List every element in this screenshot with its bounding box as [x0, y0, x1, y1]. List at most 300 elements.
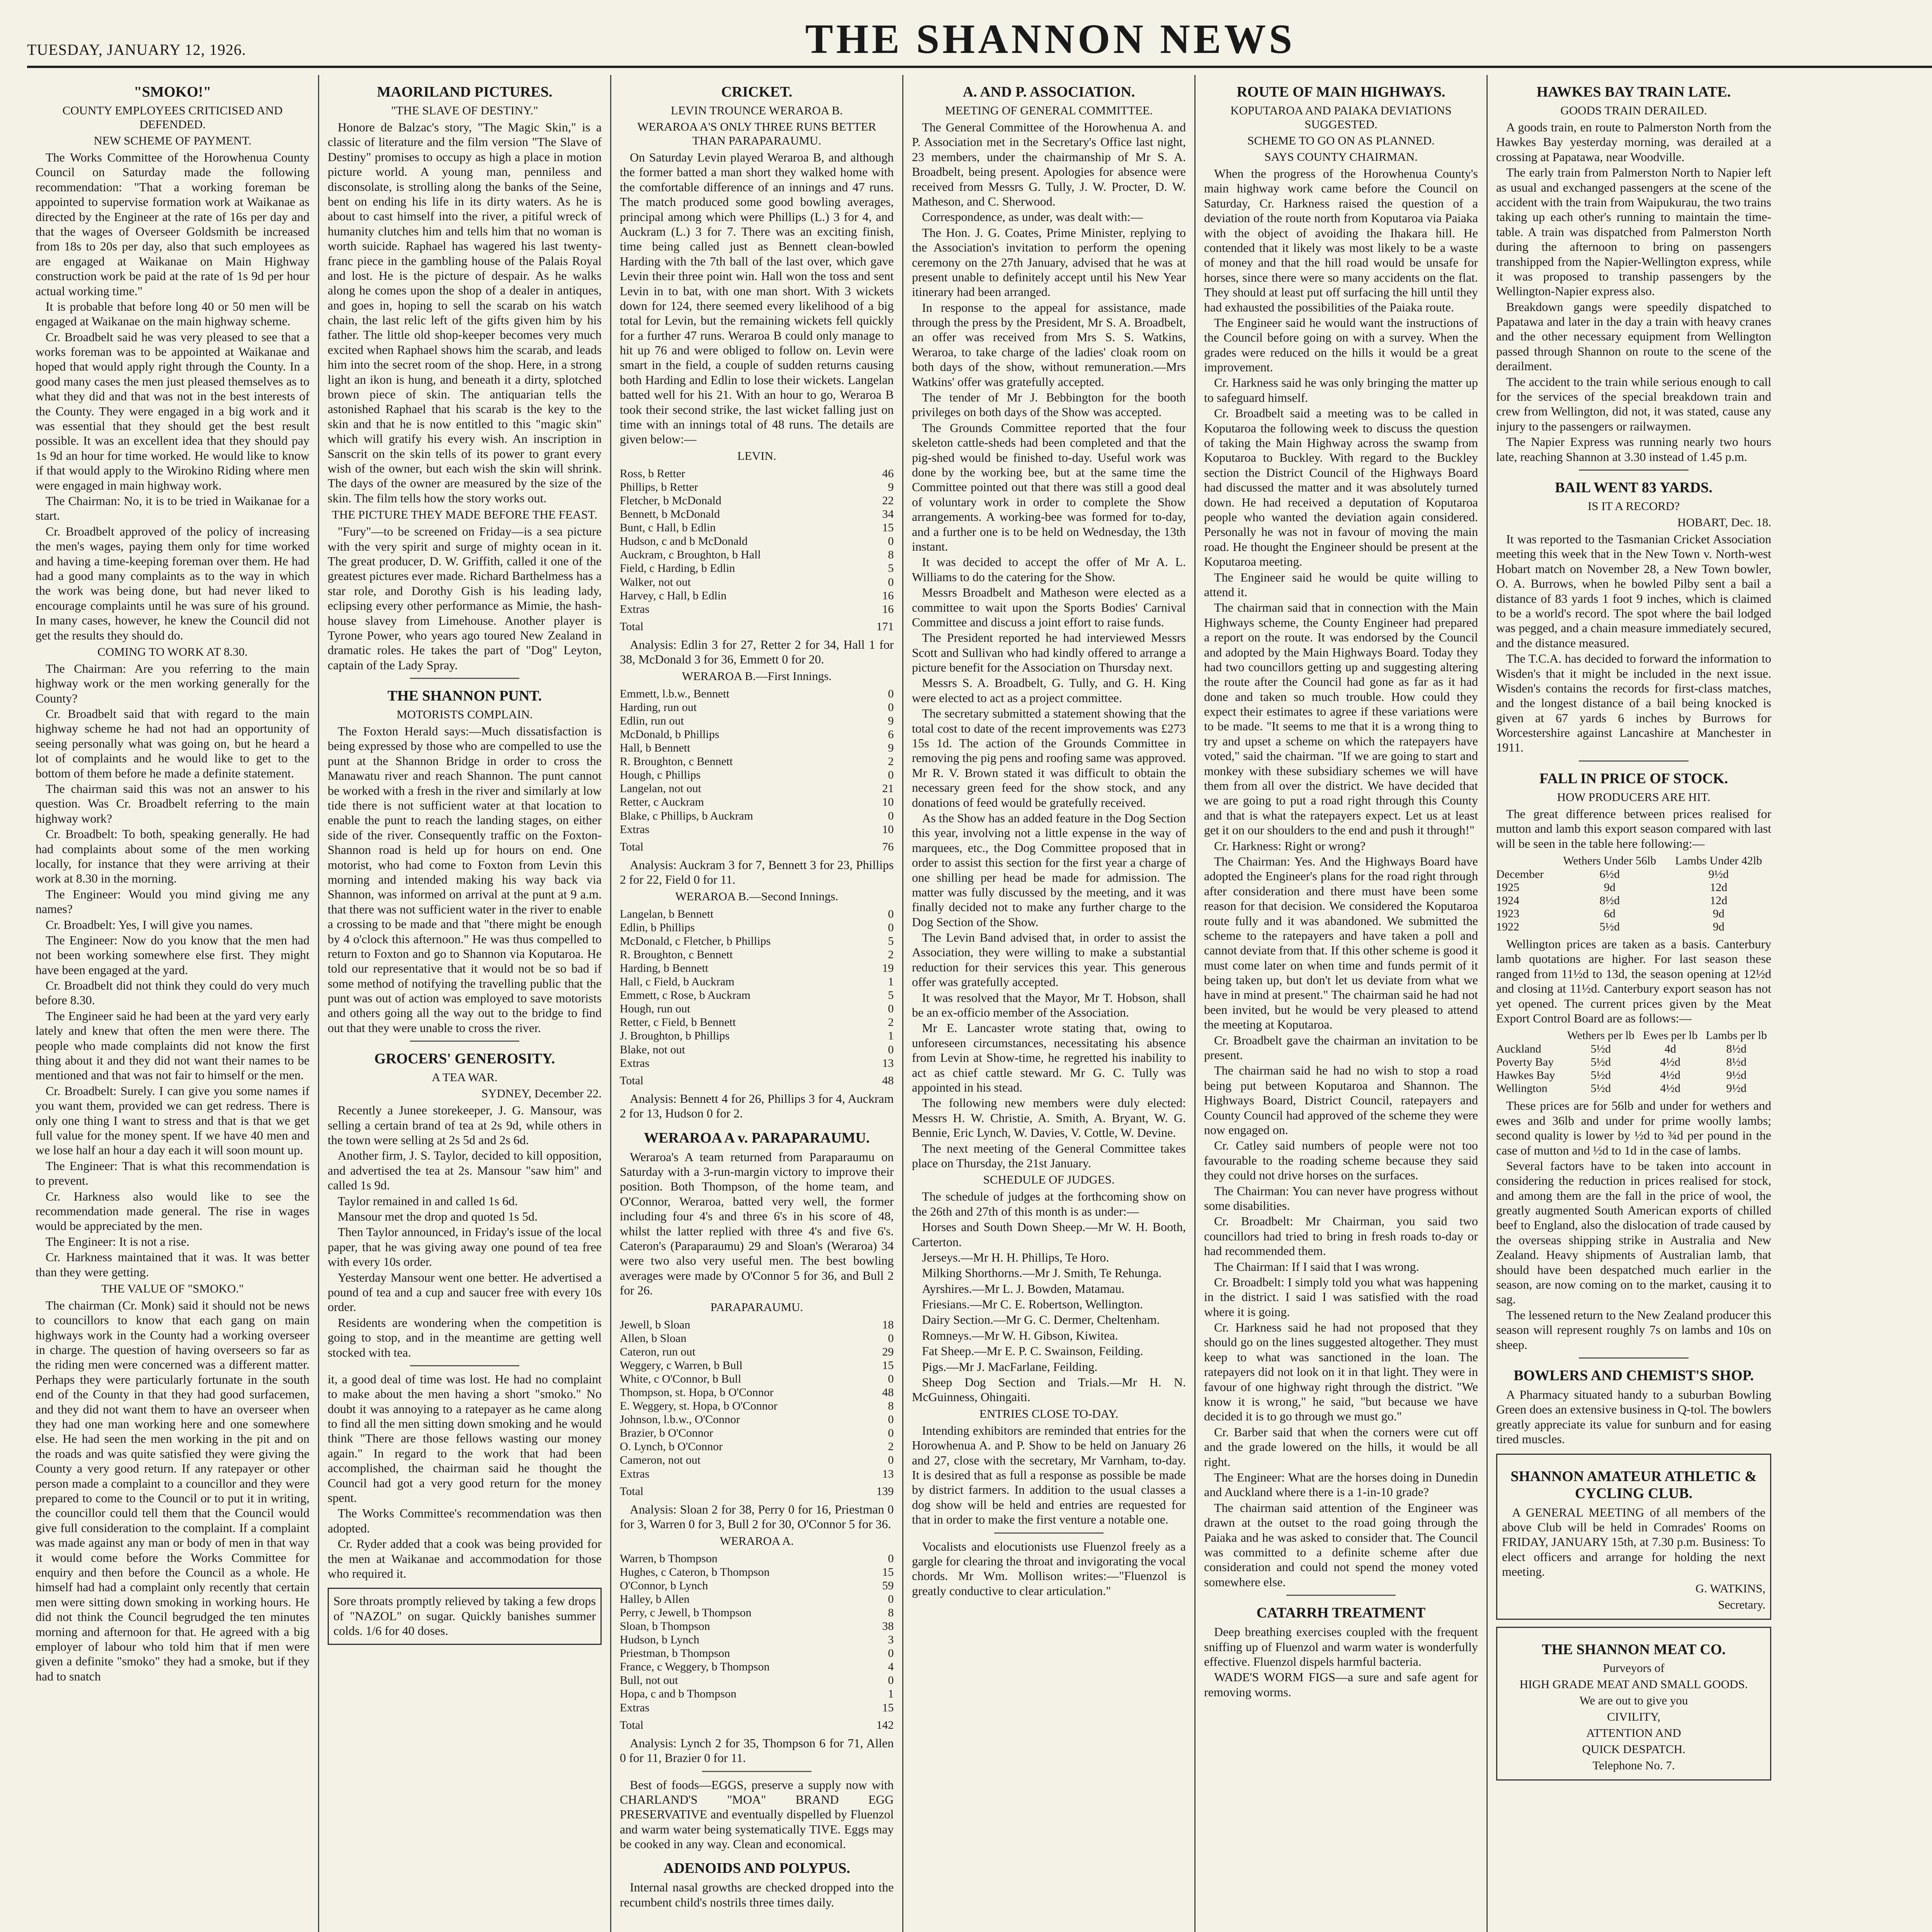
scorecard-total — [620, 840, 894, 854]
runs: 4 — [888, 1660, 894, 1673]
scorecard-row — [620, 687, 894, 701]
runs: 8 — [888, 1400, 894, 1413]
article-subheading: ENTRIES CLOSE TO-DAY. — [979, 1406, 1119, 1420]
batsman: Warren, b Thompson — [620, 1552, 718, 1565]
paragraph: Cr. Broadbelt said a meeting was to be called in Koputaroa the following week to discuss the question of taking the Main Highway across the swamp from Koputaroa to Buckley. With regard to the Buckley section the District Council of the Highways Board had discussed the matter and it was absolutely turned down. He had received a deputation of Koputaroa people who wanted the deviation again considered. Personally he was not in favour of moving the main road. He thought the Engineer should be present at the Koputaroa meeting. — [1204, 406, 1478, 569]
list-item: Dairy Section.—Mr G. C. Dermer, Cheltenham. — [922, 1313, 1160, 1327]
batsman: Jewell, b Sloan — [620, 1318, 690, 1331]
article-subheading: THE PICTURE THEY MADE BEFORE THE FEAST. — [332, 508, 597, 522]
table-row — [1496, 920, 1771, 934]
paragraph: Cr. Broadbelt did not think they could do very much before 8.30. — [36, 978, 310, 1007]
total-label: Total — [620, 840, 644, 853]
table-cell: 5½d — [1590, 1043, 1611, 1056]
runs: 15 — [882, 1565, 894, 1578]
scorecard-row — [620, 1592, 894, 1606]
paragraph: The Grounds Committee reported that the four skeleton cattle-sheds had been completed and that the pig-shed would be finished to-day. Useful work was done by the working bee, but at the same time the Committee pointed out that there was still a good deal of voluntary work in order to complete the Show arrangements. A working-bee was formed for to-day, and a further one is to be held on Wednesday, the 13th instant. — [912, 420, 1186, 553]
scorecard-row — [620, 809, 894, 823]
table-cell: Auckland — [1496, 1043, 1541, 1056]
judges-list — [912, 1219, 1186, 1405]
scorecard-total — [620, 1718, 894, 1732]
batsman: Hudson, c and b McDonald — [620, 535, 748, 548]
paragraph: The Chairman: No, it is to be tried in Waikanae for a start. — [36, 493, 310, 523]
runs: 16 — [882, 602, 894, 616]
batsman: O'Connor, b Lynch — [620, 1579, 708, 1592]
scorecard-row — [620, 1660, 894, 1673]
article-subheading: SAYS COUNTY CHAIRMAN. — [1264, 150, 1418, 163]
scorecard-paraparaumu — [620, 1318, 894, 1481]
meat-co-line: QUICK DESPATCH. — [1582, 1742, 1685, 1756]
total-runs: 171 — [876, 620, 894, 633]
scorecard-row — [620, 1633, 894, 1646]
total-runs: 139 — [876, 1485, 894, 1498]
club-signatory: G. WATKINS, — [1695, 1581, 1765, 1595]
paragraph: The General Committee of the Horowhenua A. and P. Association met in the Secretary's Office last night, 23 members, under the chairmanship of Mr S. A. Broadbelt, being present. Apologies for absence were received from Messrs G. Tully, J. W. Procter, D. W. Matheson, and C. Sherwood. — [912, 120, 1186, 208]
batsman: Retter, c Field, b Bennett — [620, 1016, 736, 1029]
runs: 10 — [882, 796, 894, 809]
paragraph: "Fury"—to be screened on Friday—is a sea picture with the very spirit and surge of mighty ocean in it. The great producer, D. W. Griffith, called it one of the greatest pictures ever made. Richard Barthelmess has a star role, and Dorothy Gish is his leading lady, eclipsing every other performance as Mimie, the hash-house slavey from Limehouse. Another player is Tyrone Power, who years ago toured New Zealand in dramatic roles. He takes the part of "Dog" Leyton, captain of the Lady Spray. — [328, 524, 602, 672]
paragraph: Messrs Broadbelt and Matheson were elected as a committee to wait upon the Sports Bodies' Carnival Committee and discuss a joint effort to raise funds. — [912, 585, 1186, 629]
paragraph: The Engineer: What are the horses doing in Dunedin and Auckland where there is a 1-in-10 grade? — [1204, 1470, 1478, 1499]
table-cell: 4½d — [1660, 1069, 1680, 1082]
divider — [410, 1041, 520, 1042]
article-subheading: "THE SLAVE OF DESTINY." — [391, 104, 538, 117]
paragraph: The Engineer said he would want the instructions of the Council before going on with a survey. When the grades were reduced on the hills it would be a great improvement. — [1204, 315, 1478, 374]
article-subheading: COUNTY EMPLOYEES CRITICISED AND DEFENDED. — [62, 104, 283, 131]
masthead — [27, 15, 1932, 68]
scorecard-row — [620, 741, 894, 755]
paragraph: Cr. Harkness: Right or wrong? — [1214, 838, 1366, 853]
table-cell: 8½d — [1726, 1056, 1747, 1069]
scorecard-row — [620, 467, 894, 480]
paragraph: The next meeting of the General Committee takes place on Thursday, the 21st January. — [912, 1141, 1186, 1170]
runs: 5 — [888, 934, 894, 947]
runs: 46 — [882, 467, 894, 480]
article-subheading: SCHEME TO GO ON AS PLANNED. — [1247, 134, 1435, 147]
scorecard-weraroa-b-first — [620, 687, 894, 836]
paragraph: It is probable that before long 40 or 50 men will be engaged at Waikanae on the main highway scheme. — [36, 299, 310, 328]
paragraph: The Levin Band advised that, in order to assist the Association, they were willing to make a substantial reduction for their services this year. This generous offer was gratefully accepted. — [912, 930, 1186, 989]
column-5 — [1196, 75, 1488, 1932]
bowling-analysis: Analysis: Sloan 2 for 38, Perry 0 for 16, Priestman 0 for 3, Warren 0 for 3, Bull 2 for 30, O'Connor 5 for 36. — [620, 1502, 894, 1531]
bowling-analysis: Analysis: Lynch 2 for 35, Thompson 6 for 71, Allen 0 for 11, Brazier 0 for 11. — [620, 1736, 894, 1765]
article-heading: HAWKES BAY TRAIN LATE. — [1536, 84, 1731, 100]
meat-co-advertisement — [1496, 1627, 1771, 1781]
advertisement-text: Vocalists and elocutionists use Fluenzol freely as a gargle for clearing the throat and invigorating the vocal chords. Mr Wm. Mollison writes:—"Fluenzol is greatly conductive to clear articulation." — [912, 1539, 1186, 1598]
club-notice — [1496, 1454, 1771, 1620]
scorecard-row — [620, 1619, 894, 1633]
scorecard-row — [620, 1015, 894, 1029]
scorecard-row — [620, 934, 894, 948]
runs: 0 — [888, 1332, 894, 1345]
scorecard-row — [620, 1413, 894, 1426]
table-cell: 4d — [1664, 1043, 1676, 1056]
paragraph: The Napier Express was running nearly two hours late, reaching Shannon at 3.30 instead of 1.45 p.m. — [1496, 435, 1771, 464]
paragraph: Cr. Ryder added that a cook was being provided for the men at Waikanae and accommodation for those who required it. — [328, 1537, 602, 1580]
paragraph: When the progress of the Horowhenua County's main highway work came before the Council on Saturday, Cr. Harkness raised the question of a deviation of the route north from Koputaroa via Paiaka with the object of avoiding the Ihakara hill. He contended that it likely was most likely to be a waste of money and that the hill road would be unsafe for horses, since there were so many accidents on the flat. They should at least put off surfacing the hill until they had exhausted the possibilities of the Paiaka route. — [1204, 167, 1478, 314]
runs: 0 — [888, 1427, 894, 1440]
article-heading: BOWLERS AND CHEMIST'S SHOP. — [1514, 1367, 1754, 1384]
scorecard-row — [620, 1552, 894, 1565]
paragraph: The Chairman: If I said that I was wrong. — [1214, 1259, 1419, 1274]
paragraph: Cr. Harkness said he had not proposed that they should go on the lines suggested altogether. They must keep to what was sanctioned in the loan. The ratepayers did not look on it in that light. They were in favour of one highway right through the district. "We know it is wrong," he said, "but because we have decided it is to go through we must go." — [1204, 1320, 1478, 1423]
runs: 5 — [888, 989, 894, 1002]
batsman: Brazier, b O'Connor — [620, 1427, 713, 1440]
column-1 — [27, 75, 319, 1932]
paragraph: Then Taylor announced, in Friday's issue of the local paper, that he was giving away one pound of tea free with every 10s order. — [328, 1225, 602, 1269]
paragraph: Cr. Broadbelt said that with regard to the main highway scheme he had not had an opportunity of seeing personally what was going on, but he heard a lot of complaints and he would like to get to the bottom of them before he made a definite statement. — [36, 707, 310, 780]
scorecard-row — [620, 988, 894, 1002]
scorecard-row — [620, 1332, 894, 1345]
scorecard-row — [620, 548, 894, 561]
runs: 29 — [882, 1345, 894, 1358]
meat-co-line: CIVILITY, — [1607, 1709, 1661, 1723]
table-cell: 1924 — [1496, 894, 1519, 907]
article-subheading: KOPUTAROA AND PAIAKA DEVIATIONS SUGGESTED. — [1230, 104, 1452, 131]
paragraph: A goods train, en route to Palmerston North from the Hawkes Bay yesterday morning, was derailed at a crossing at Papatawa, near Woodville. — [1496, 120, 1771, 164]
runs: 5 — [888, 562, 894, 575]
runs: 8 — [888, 548, 894, 561]
total-label: Total — [620, 1074, 644, 1087]
scorecard-row — [620, 575, 894, 589]
batsman: J. Broughton, b Phillips — [620, 1029, 730, 1043]
table-cell: Wellington — [1496, 1082, 1548, 1095]
article-subheading: COMING TO WORK AT 8.30. — [97, 645, 248, 658]
batsman: Extras — [620, 1701, 650, 1714]
batsman: Extras — [620, 602, 650, 616]
runs: 9 — [888, 714, 894, 727]
paragraph: Cr. Broadbelt: Mr Chairman, you said two councillors had tried to bring in fresh roads to-day or had recommended them. — [1204, 1214, 1478, 1258]
paragraph: The chairman said that in connection with the Main Highways scheme, the County Engineer had prepared a report on the route. It was endorsed by the Council and adopted by the Main Highways Board. Today they had two councillors getting up and suggesting altering the route after the Council had gone as far as it had done and taken so much trouble. How could they expect their estimates to agree if these variations were to be made. "It seems to me that it is a wrong thing to try and upset a scheme on which the ratepayers have voted," said the chairman. "If we are going to start and monkey with these subsidiary schemes we will have them from all over the district. We have decided that we are going to put a road right through this County and that is what the ratepayers expect. Let us at least get it on our shoulders to the end and push it through!" — [1204, 600, 1478, 837]
batsman: Thompson, st. Hopa, b O'Connor — [620, 1386, 774, 1399]
table-cell: 12d — [1710, 894, 1728, 907]
table-row — [1496, 868, 1771, 881]
batsman: Bull, not out — [620, 1674, 678, 1687]
price-table-export — [1496, 854, 1771, 934]
runs: 59 — [882, 1579, 894, 1592]
batsman: Ross, b Retter — [620, 467, 685, 480]
batsman: Extras — [620, 823, 650, 836]
paragraph: Mansour met the drop and quoted 1s 5d. — [338, 1209, 538, 1223]
scorecard-total — [620, 620, 894, 633]
scorecard-row — [620, 795, 894, 809]
article-heading: FALL IN PRICE OF STOCK. — [1539, 770, 1728, 787]
paragraph: The Chairman: Are you referring to the main highway work or the men working generally for the County? — [36, 661, 310, 705]
paragraph: Wellington prices are taken as a basis. Canterbury lamb quotations are higher. For last season these ranged from 11½d to 13d, the season opening at 12½d and closing at 11½d. Canterbury export season has not yet opened. The current prices given by the Meat Export Control Board are as follows:— — [1496, 937, 1771, 1025]
batsman: Bunt, c Hall, b Edlin — [620, 521, 716, 534]
scorecard-row — [620, 714, 894, 728]
paragraph: The Chairman: Yes. And the Highways Board have adopted the Engineer's plans for the road right through after consideration and there must have been some reason for that decision. We considered the Koputaroa route fully and it was abandoned. We submitted the scheme to the ratepayers and have taken a poll and cannot deviate from that. If this other scheme is good it must come later on when time and funds permit of it being taken up, but don't let us deviate from what we have in mind at present." The chairman said he had not been invited, but he would be very pleased to attend the meeting at Koputaroa. — [1204, 854, 1478, 1032]
scorecard-row — [620, 1701, 894, 1714]
runs: 0 — [888, 575, 894, 588]
batsman: Bennett, b McDonald — [620, 508, 720, 521]
paragraph: Taylor remained in and called 1s 6d. — [338, 1194, 518, 1208]
paragraph: The schedule of judges at the forthcoming show on the 26th and 27th of this month is as under:— — [912, 1189, 1186, 1218]
table-cell: 12d — [1710, 881, 1728, 894]
table-cell: 4½d — [1660, 1082, 1680, 1095]
paragraph: Cr. Broadbelt: To both, speaking generally. He had had complaints about some of the men working locally, for instance that they were arriving at their work at 8.30 in the morning. — [36, 827, 310, 886]
paragraph: The great difference between prices realised for mutton and lamb this export season compared with last will be seen in the table here following:— — [1496, 806, 1771, 850]
scorecard-row — [620, 948, 894, 961]
scorecard-row — [620, 1440, 894, 1453]
list-item: Friesians.—Mr C. E. Robertson, Wellington. — [922, 1297, 1143, 1311]
runs: 15 — [882, 1701, 894, 1714]
paragraph: The Engineer said he would be quite willing to attend it. — [1204, 570, 1478, 599]
paragraph: Cr. Barber said that when the corners were cut off and the grade lowered on the hills, it would be all right. — [1204, 1425, 1478, 1469]
batsman: Cateron, run out — [620, 1345, 696, 1358]
column-3 — [611, 75, 903, 1932]
batsman: Edlin, b Phillips — [620, 921, 695, 934]
paragraph: Cr. Harkness said he was only bringing the matter up to safeguard himself. — [1204, 376, 1478, 405]
scorecard-row — [620, 1002, 894, 1015]
table-row — [1496, 1043, 1771, 1056]
scorecard-row — [620, 782, 894, 795]
list-item: Horses and South Down Sheep.—Mr W. H. Booth, Carterton. — [912, 1220, 1186, 1249]
table-cell: 9½d — [1726, 1082, 1747, 1095]
divider — [702, 1771, 812, 1772]
paragraph: On Saturday Levin played Weraroa B, and although the former batted a man short they walked home with the comfortable difference of an innings and 47 runs. The match produced some good bowling averages, principal among which were Phillips (L.) 3 for 4, and Auckram (L.) 3 for 7. There was an exciting finish, time being called just as Bennett clean-bowled Harding with the 7th ball of the last over, which gave Levin their three point win. Hall won the toss and sent Levin in to bat, with one man short. With 3 wickets down for 124, there seemed every likelihood of a big total for Levin, but the remaining wickets fell quickly for a further 47 runs. Weraroa B could only manage to hit up 76 and were obliged to follow on. Levin were smart in the field, a couple of sudden returns causing both Harding and Edlin to lose their wickets. Langelan batted well for his 21. With an hour to go, Weraroa B took their second strike, the last wicket falling just on time with an innings total of 48 runs. The details are given below:— — [620, 150, 894, 446]
article-subheading: MEETING OF GENERAL COMMITTEE. — [945, 104, 1153, 117]
runs: 10 — [882, 823, 894, 836]
scorecard-team: WERAROA B.—First Innings. — [682, 669, 832, 683]
batsman: E. Weggery, st. Hopa, b O'Connor — [620, 1400, 777, 1413]
scorecard-row — [620, 823, 894, 836]
meat-co-line: We are out to give you — [1579, 1693, 1688, 1707]
table-row — [1496, 1056, 1771, 1069]
scorecard-row — [620, 755, 894, 768]
scorecard-row — [620, 975, 894, 988]
article-subheading: SCHEDULE OF JUDGES. — [983, 1173, 1115, 1187]
scorecard-row — [620, 561, 894, 575]
scorecard-row — [620, 768, 894, 782]
meat-co-line: ATTENTION AND — [1586, 1726, 1681, 1740]
column-header: Lambs Under 42lb — [1675, 854, 1762, 867]
runs: 0 — [888, 1413, 894, 1426]
list-item: Fat Sheep.—Mr E. P. C. Swainson, Feilding. — [922, 1344, 1143, 1358]
paragraph: Internal nasal growths are checked dropped into the recumbent child's nostrils three times daily. — [620, 1880, 894, 1909]
scorecard-row — [620, 1687, 894, 1701]
scorecard-weraroa-a — [620, 1552, 894, 1714]
batsman: Langelan, b Bennett — [620, 907, 714, 920]
column-4 — [903, 75, 1196, 1932]
article-heading: BAIL WENT 83 YARDS. — [1555, 479, 1713, 496]
paragraph: Weraroa's A team returned from Paraparaumu on Saturday with a 3-run-margin victory to improve their position. Both Thompson, of the home team, and O'Connor, Weraroa, batted very well, the former including four 4's and three 6's in his score of 48, whilst the latter replied with three 4's and five 6's. Cateron's (Paraparaumu) 29 and Sloan's (Weraroa) 34 were two also very useful men. The best bowling averages were made by O'Connor 5 for 36, and Bull 2 for 26. — [620, 1150, 894, 1298]
bowling-analysis: Analysis: Bennett 4 for 26, Phillips 3 for 4, Auckram 2 for 13, Hudson 0 for 2. — [620, 1091, 894, 1121]
paragraph: The Engineer: It is not a rise. — [46, 1234, 190, 1248]
article-subheading: A TEA WAR. — [432, 1070, 498, 1084]
paragraph: Cr. Broadbelt: I simply told you what was happening in the district. I said I was satisfied with the road where it is going. — [1204, 1275, 1478, 1319]
runs: 13 — [882, 1056, 894, 1070]
paragraph: The early train from Palmerston North to Napier left as usual and exchanged passengers at the scene of the accident with the train from Waipukurau, the two trains taking up each other's running to maintain the time-table. A train was dispatched from Palmerston North during the afternoon to bring on passengers transhipped from the Napier-Wellington express, while it was proposed to tranship passengers by the Wellington-Napier express also. — [1496, 165, 1771, 298]
scorecard-row — [620, 921, 894, 934]
paragraph: It was decided to accept the offer of Mr A. L. Williams to do the catering for the Show. — [912, 555, 1186, 584]
runs: 8 — [888, 1606, 894, 1619]
paragraph: The chairman said attention of the Engineer was drawn at the outset to the road going through the Paiaka and he was asked to consider that. The Council was committed to a definite scheme after due consideration and could not spend the money voted somewhere else. — [1204, 1500, 1478, 1589]
column-header: Lambs per lb — [1706, 1029, 1767, 1042]
club-notice-body: A GENERAL MEETING of all members of the above Club will be held in Comrades' Rooms on FRIDAY, JANUARY 15th, at 7.30 p.m. Business: To elect officers and arrange for holding the next meeting. — [1502, 1505, 1765, 1579]
runs: 1 — [888, 1029, 894, 1043]
scorecard-row — [620, 1359, 894, 1372]
scorecard-team: LEVIN. — [737, 449, 776, 463]
scorecard-row — [620, 1345, 894, 1359]
article-heading: ADENOIDS AND POLYPUS. — [663, 1860, 850, 1877]
batsman: Phillips, b Retter — [620, 480, 698, 493]
runs: 9 — [888, 480, 894, 493]
paragraph: Honore de Balzac's story, "The Magic Skin," is a classic of literature and the film version "The Slave of Destiny" promises to occupy as high a place in motion picture world. A young man, penniless and disconsolate, is strolling along the banks of the Seine, bent on ending his life in its dirty waters. As he is about to cast himself into the river, a pitiful wreck of humanity clutches him and tells him that no woman is worth suicide. Raphael has wagered his last twenty-franc piece in the gambling house of the Palais Royal and lost. He is the picture of despair. As he walks along he comes upon the shop of a dealer in antiques, and goes in, hoping to sell the scarab on his watch chain, the last relic left of the gifts given him by his father. The little old shop-keeper becomes very much excited when Raphael shows him the scarab, and leads him into the secret room of the shop. Here, in a strong light an ikon is hung, and beneath it a dirty, splotched brown piece of skin. The antiquarian tells the astonished Raphael that his scarab is the key to the skin and that he is now entitled to this "magic skin" which will gratify his every wish. An inscription in Sanscrit on the skin tells of its power to grant every wish of the owner, but each wish the skin will shrink. The days of the owner are measured by the size of the skin. The film tells how the story works out. — [328, 120, 602, 505]
meat-co-name: THE SHANNON MEAT CO. — [1542, 1641, 1726, 1658]
scorecard-row — [620, 1467, 894, 1481]
runs: 0 — [888, 535, 894, 548]
runs: 3 — [888, 1633, 894, 1646]
advertisement-text: Best of foods—EGGS, preserve a supply now with CHARLAND'S "MOA" BRAND EGG PRESERVATIVE and eventually dispelled by Fluenzol and warm water being systematically TIVE. Eggs may be cooked in any way. Clean and economical. — [620, 1777, 894, 1851]
runs: 0 — [888, 1043, 894, 1056]
runs: 18 — [882, 1318, 894, 1331]
paragraph: A Pharmacy situated handy to a suburban Bowling Green does an extensive business in Q-tol. The bowlers greatly appreciate its value for sunburn and for easing tired muscles. — [1496, 1388, 1771, 1446]
scorecard-team: WERAROA A. — [719, 1534, 794, 1548]
batsman: Allen, b Sloan — [620, 1332, 687, 1345]
paragraph: Messrs S. A. Broadbelt, G. Tully, and G. H. King were elected to act as a project committee. — [912, 676, 1186, 705]
bowling-analysis: Analysis: Edlin 3 for 27, Retter 2 for 34, Hall 1 for 38, McDonald 3 for 36, Emmett 0 for 20. — [620, 637, 894, 667]
paragraph: Mr E. Lancaster wrote stating that, owing to unforeseen circumstances, necessitating his absence from Levin at Show-time, he regretted his inability to act as chief cattle steward. Mr G. C. Tully was appointed in his stead. — [912, 1021, 1186, 1094]
paragraph: The chairman (Cr. Monk) said it should not be news to councillors to know that each gang on main highways work in the County had a working overseer in charge. The question of having overseers so far as the riding men were concerned was a different matter. Perhaps they were particularly fortunate in the south end of the County in that they had good surfacemen, and they did not want them to have an overseer when they had one man working here and one somewhere else. He had seen the men working in the pit and on the roads and was quite satisfied they were giving the County a very good return. If any ratepayer or other person made a complaint to a councillor and they were prepared to come to the Council or to put it in writing, the councillor could tell them that the Council would give full consideration to the complaint. If a complaint was made against any man or body of men in that way it would come before the Works Committee for enquiry and then before the Council as a whole. He himself had had a complaint only recently that certain men were sitting down smoking in working hours. He did not think the Council begrudged the ten minutes morning and afternoon for that. He agreed with a big employer of labour who told him that if men were given a definite "smoko" they had a smoke, but if they had to snatch — [36, 1298, 310, 1683]
batsman: Hudson, b Lynch — [620, 1633, 699, 1646]
runs: 1 — [888, 1687, 894, 1701]
runs: 1 — [888, 975, 894, 988]
article-subheading: NEW SCHEME OF PAYMENT. — [94, 134, 252, 147]
batsman: Field, c Harding, b Edlin — [620, 562, 735, 575]
batsman: Walker, not out — [620, 575, 691, 588]
column-header — [1496, 1029, 1563, 1043]
scorecard-row — [620, 480, 894, 494]
paragraph: Intending exhibitors are reminded that entries for the Horowhenua A. and P. Show to be held on January 26 and 27, close with the secretary, Mr Varnham, to-day. It is desired that as full a response as possible be made by district farmers. In addition to the usual classes a dog show will be held and entries are requested for that in order to make the first venture a notable one. — [912, 1423, 1186, 1527]
runs: 2 — [888, 1440, 894, 1453]
total-label: Total — [620, 1485, 644, 1498]
batsman: Extras — [620, 1467, 650, 1480]
table-cell: 1923 — [1496, 907, 1519, 920]
runs: 22 — [882, 494, 894, 507]
paragraph: It was reported to the Tasmanian Cricket Association meeting this week that in the New Town v. North-west Hobart match on November 28, a New Town bowler, O. A. Burrows, when he bowled Pilby sent a bail a distance of 83 yards 1 foot 9 inches, which is claimed to be a world's record. The spot where the bail lodged was pegged, and a chain measure immediately secured, and the distance measured. — [1496, 532, 1771, 650]
advertisement-text: WADE'S WORM FIGS—a sure and safe agent for removing worms. — [1204, 1670, 1478, 1699]
runs: 15 — [882, 1359, 894, 1372]
batsman: Perry, c Jewell, b Thompson — [620, 1606, 752, 1619]
table-cell: 9d — [1713, 920, 1725, 934]
batsman: Hough, c Phillips — [620, 769, 701, 782]
batsman: Edlin, run out — [620, 714, 684, 727]
club-name: SHANNON AMATEUR ATHLETIC & CYCLING CLUB. — [1510, 1468, 1757, 1502]
advertisement-text: Sore throats promptly relieved by taking a few drops of "NAZOL" on sugar. Quickly banishes summer colds. 1/6 for 40 doses. — [333, 1594, 596, 1638]
divider — [1579, 469, 1689, 471]
table-cell: Hawkes Bay — [1496, 1069, 1555, 1082]
runs: 21 — [882, 782, 894, 795]
dateline: HOBART, Dec. 18. — [1677, 515, 1771, 529]
paragraph: The Works Committee of the Horowhenua County Council on Saturday made the following recommendation: "That a working foreman be appointed to supervise formation work at Waikanae as directed by the Engineer at the rate of 16s per day and that the wages of Overseer Goldsmith be increased from 18s to 20s per day, also that such employees as are engaged at Waikanae on Main Highway construction work be paid at the rate of 1s 9d per hour actual working time." — [36, 150, 310, 298]
scorecard-row — [620, 1606, 894, 1619]
table-cell: 8½d — [1726, 1043, 1747, 1056]
scorecard-row — [620, 961, 894, 975]
paragraph: The chairman said this was not an answer to his question. Was Cr. Broadbelt referring to the main highway work? — [36, 782, 310, 825]
runs: 0 — [888, 769, 894, 782]
article-heading: GROCERS' GENEROSITY. — [374, 1051, 555, 1067]
batsman: Halley, b Allen — [620, 1592, 690, 1605]
column-6 — [1488, 75, 1780, 1932]
scorecard-row — [620, 507, 894, 521]
paragraph: The tender of Mr J. Bebbington for the booth privileges on both days of the Show was accepted. — [912, 390, 1186, 419]
article-heading: THE SHANNON PUNT. — [387, 688, 542, 704]
batsman: Hough, run out — [620, 1002, 690, 1015]
runs: 38 — [882, 1620, 894, 1633]
scorecard-row — [620, 1056, 894, 1070]
paragraph: The lessened return to the New Zealand producer this season will represent roughly 7s on lambs and 10s on sheep. — [1496, 1308, 1771, 1352]
paragraph: The Chairman: You can never have progress without some disabilities. — [1204, 1184, 1478, 1213]
scorecard-row — [620, 728, 894, 741]
batsman: Sloan, b Thompson — [620, 1620, 710, 1633]
runs: 6 — [888, 728, 894, 741]
table-cell: 8½d — [1599, 894, 1620, 907]
batsman: Emmett, c Rose, b Auckram — [620, 989, 751, 1002]
article-heading: WERAROA A v. PARAPARAUMU. — [644, 1129, 870, 1146]
paragraph: The President reported he had interviewed Messrs Scott and Sullivan who had kindly offered to arrange a picture benefit for the Association on Thursday next. — [912, 631, 1186, 675]
runs: 19 — [882, 962, 894, 975]
scorecard-total — [620, 1074, 894, 1087]
runs: 0 — [888, 907, 894, 920]
article-heading: CRICKET. — [721, 84, 793, 100]
paragraph: Cr. Harkness maintained that it was. It was better than they were getting. — [36, 1250, 310, 1279]
table-cell: 6½d — [1599, 868, 1620, 881]
batsman: Johnson, l.b.w., O'Connor — [620, 1413, 740, 1426]
paragraph: The Works Committee's recommendation was then adopted. — [328, 1506, 602, 1535]
divider — [410, 1365, 520, 1366]
list-item: Ayrshires.—Mr L. J. Bowden, Matamau. — [922, 1281, 1125, 1296]
list-item: Sheep Dog Section and Trials.—Mr H. N. McGuinness, Ohingaiti. — [912, 1375, 1186, 1404]
article-subheading: LEVIN TROUNCE WERAROA B. — [671, 104, 843, 117]
paragraph: The chairman said he had no wish to stop a road being put between Koputaroa and Shannon. The Highways Board, District Council, ratepayers and County Council had approved of the scheme they were now engaged on. — [1204, 1063, 1478, 1137]
paragraph: The Foxton Herald says:—Much dissatisfaction is being expressed by those who are compelled to use the punt at the Shannon Bridge in order to cross the Manawatu river and reach Shannon. The punt cannot be worked with a fresh in the river and similarly at low tide there is not sufficient water at that location to enable the punt to reach the landing stages, on either side of the river. Consequently traffic on the Foxton-Shannon road is held up for hours on end. One motorist, who had come to Foxton from Levin this morning and intended making his way back via Shannon, was informed on arrival at the punt at 9 a.m. that there was not sufficient water in the river to enable a crossing to be made and that "there might be enough by 4 o'clock this afternoon." He was thus compelled to return to Foxton and go to Shannon via Koputaroa. He told our representative that it would not be so bad if some method of notifying the travelling public that the punt was out of action was employed to save motorists and others going all the way out to the bridge to find out that they were unable to cross the river. — [328, 724, 602, 1035]
dateline: SYDNEY, December 22. — [481, 1087, 602, 1100]
scorecard-row — [620, 1043, 894, 1056]
total-label: Total — [620, 1718, 644, 1731]
table-cell: Poverty Bay — [1496, 1056, 1554, 1069]
paragraph: Cr. Broadbelt gave the chairman an invitation to be present. — [1204, 1033, 1478, 1062]
column-2 — [319, 75, 611, 1932]
table-cell: 6d — [1604, 907, 1616, 920]
column-header: Ewes per lb — [1643, 1029, 1698, 1042]
table-cell: 1925 — [1496, 881, 1519, 894]
paragraph: Cr. Broadbelt: Surely. I can give you some names if you want them, provided we can get redress. There is only one thing I want to stress and that is that we get full value for the money spent. If we have 40 men and we lose half an hour a day each it will soon mount up. — [36, 1083, 310, 1157]
runs: 0 — [888, 1647, 894, 1660]
table-cell: 9d — [1713, 907, 1725, 920]
meat-co-line: Purveyors of — [1603, 1661, 1665, 1675]
column-header — [1496, 854, 1553, 868]
runs: 0 — [888, 1372, 894, 1385]
article-heading: A. AND P. ASSOCIATION. — [963, 84, 1135, 100]
paragraph: Correspondence, as under, was dealt with:— — [922, 210, 1143, 224]
scorecard-team: PARAPARAUMU. — [710, 1300, 803, 1314]
scorecard-row — [620, 1646, 894, 1660]
table-cell: 4½d — [1660, 1056, 1680, 1069]
table-row — [1496, 881, 1771, 894]
scorecard-row — [620, 1426, 894, 1440]
runs: 13 — [882, 1467, 894, 1480]
total-runs: 48 — [882, 1074, 894, 1087]
paragraph: The following new members were duly elected: Messrs H. W. Christie, A. Smith, A. Bryant, W. G. Bennie, Eric Lynch, W. Davies, V. Cottle, W. Devine. — [912, 1096, 1186, 1140]
paragraph: The Engineer said he had been at the yard very early lately and knew that often the men were there. The people who made complaints did not know the first thing about it and they did not want their names to be mentioned and that was not fair to himself or the men. — [36, 1009, 310, 1082]
scorecard-levin — [620, 467, 894, 616]
paragraph: The Engineer: Would you mind giving me any names? — [36, 887, 310, 916]
paragraph: The secretary submitted a statement showing that the total cost to date of the recent improvements was £273 15s 1d. The action of the Grounds Committee in removing the pig pens and roofing same was approved. Mr R. V. Brown stated it was difficult to obtain the necessary green feed for the show stock, and any donations of feed would be gratefully received. — [912, 706, 1186, 810]
runs: 0 — [888, 701, 894, 714]
article-heading: "SMOKO!" — [134, 84, 211, 100]
total-runs: 76 — [882, 840, 894, 853]
price-table-current — [1496, 1029, 1771, 1095]
